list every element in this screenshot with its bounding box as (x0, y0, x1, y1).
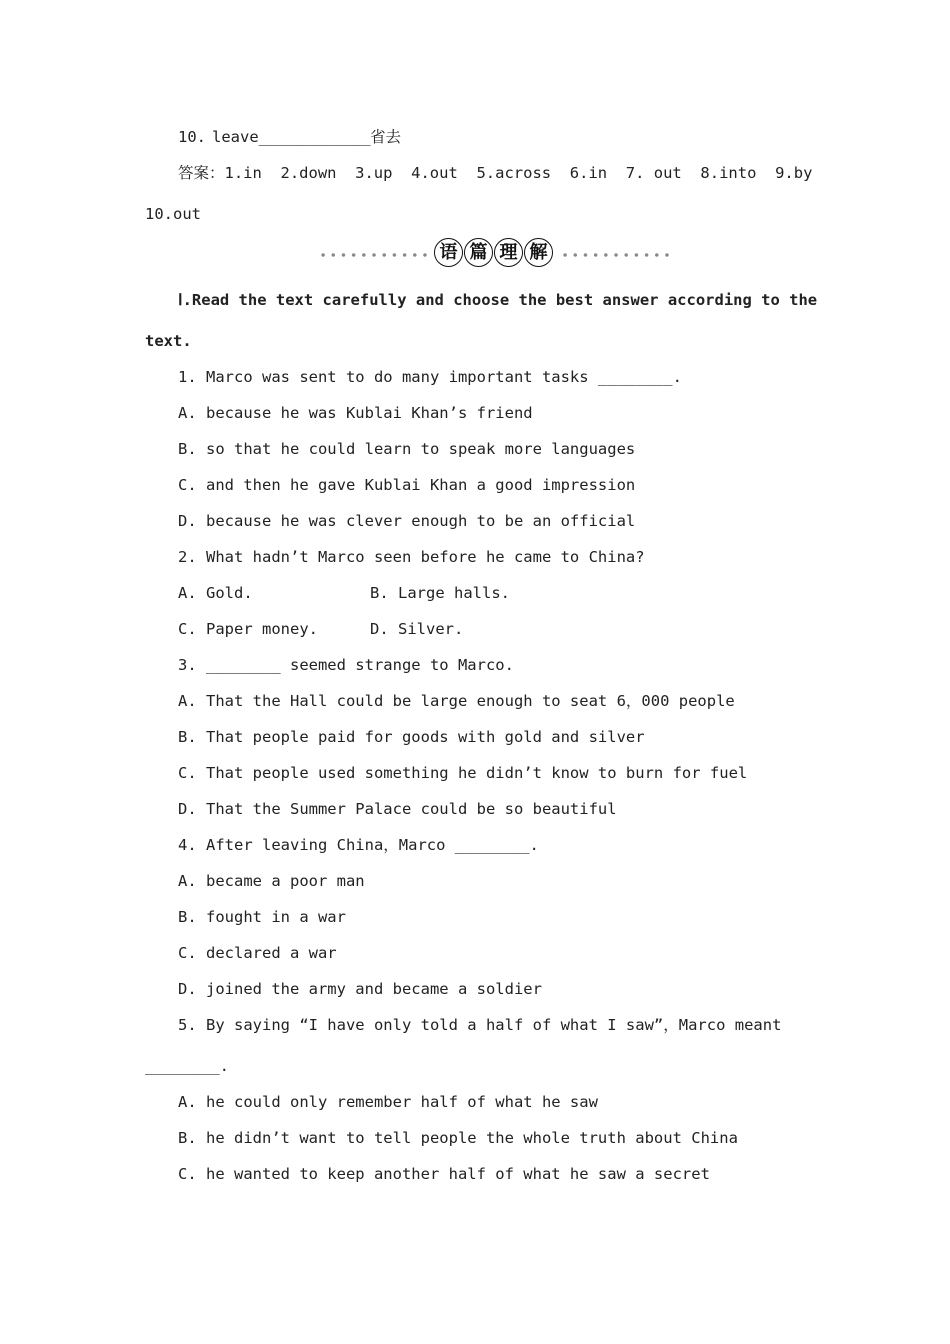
q10-number: 10. (178, 128, 206, 146)
option: A. because he was Kublai Khan’s friend (178, 404, 533, 422)
question-stem: 1. Marco was sent to do many important tasks ________. (178, 368, 682, 386)
option: D. That the Summer Palace could be so beautiful (178, 800, 617, 818)
option: C. and then he gave Kublai Khan a good impression (178, 476, 636, 494)
option: A. he could only remember half of what he saw (178, 1093, 598, 1111)
question-stem-continued: ________. (145, 1057, 229, 1075)
section-banner (318, 238, 670, 272)
question-stem: 5. By saying “I have only told a half of what I saw”，Marco meant (178, 1016, 782, 1034)
option: B. Large halls. (370, 584, 510, 602)
option: D. because he was clever enough to be an official (178, 512, 636, 530)
option: D. joined the army and became a soldier (178, 980, 542, 998)
question-stem: 2. What hadn’t Marco seen before he came to China? (178, 548, 645, 566)
option: C. declared a war (178, 944, 337, 962)
instruction-line-1: Ⅰ.Read the text carefully and choose the best answer according to the (178, 291, 818, 309)
instruction-line-2: text. (145, 332, 192, 350)
banner-dots-left (318, 251, 430, 259)
option: B. he didn’t want to tell people the whole truth about China (178, 1129, 738, 1147)
answer-key: 答案：1.in 2.down 3.up 4.out 5.across 6.in 7. out 8.into 9.by (178, 164, 813, 182)
option: A. Gold. (178, 584, 253, 602)
option: C. That people used something he didn’t know to burn for fuel (178, 764, 748, 782)
option: B. That people paid for goods with gold and silver (178, 728, 645, 746)
option: A. That the Hall could be large enough to seat 6，000 people (178, 692, 735, 710)
option: C. Paper money. (178, 620, 318, 638)
option: B. so that he could learn to speak more languages (178, 440, 636, 458)
option: C. he wanted to keep another half of what he saw a secret (178, 1165, 710, 1183)
question-stem: 3. ________ seemed strange to Marco. (178, 656, 514, 674)
q10-meaning: 省去 (370, 128, 402, 146)
question-stem: 4. After leaving China，Marco ________. (178, 836, 539, 854)
banner-char: 语 (434, 238, 463, 267)
banner-char: 理 (494, 238, 523, 267)
banner-char: 篇 (464, 238, 493, 267)
banner-char: 解 (524, 238, 553, 267)
q10-word: leave____________ (212, 128, 371, 146)
option: A. became a poor man (178, 872, 365, 890)
option: B. fought in a war (178, 908, 346, 926)
option: D. Silver. (370, 620, 464, 638)
answer-key-continued: 10.out (145, 205, 201, 223)
banner-dots-right (560, 251, 672, 259)
